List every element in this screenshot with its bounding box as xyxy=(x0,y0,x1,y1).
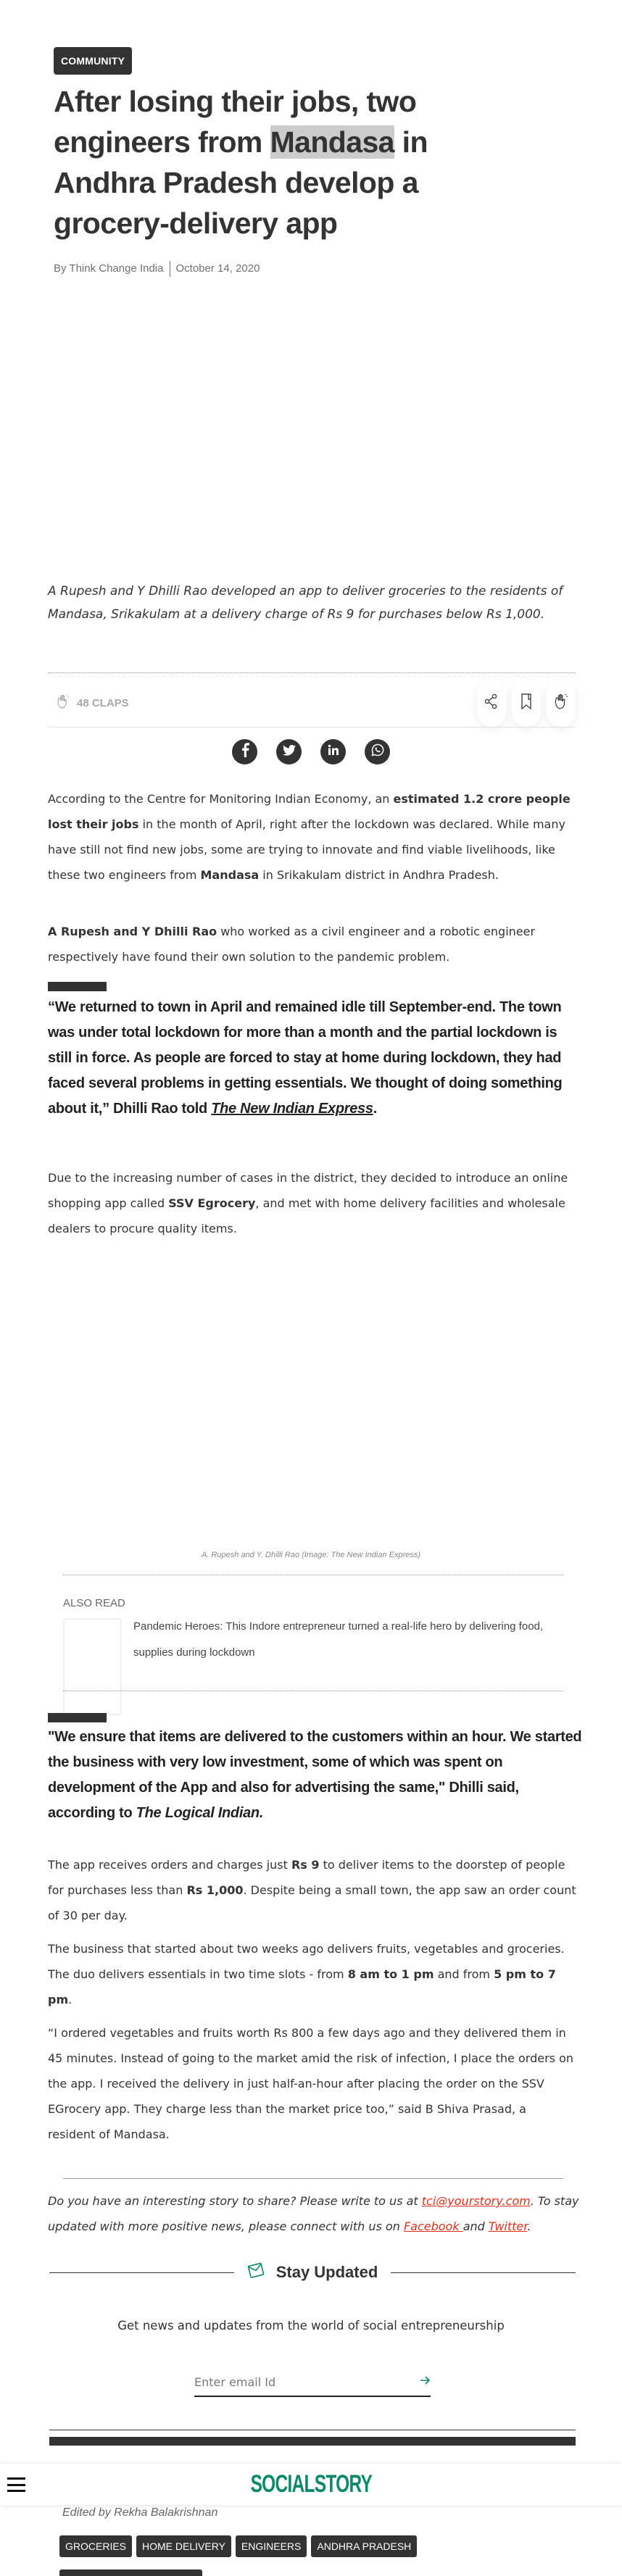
text-bold: SSV Egrocery xyxy=(168,1196,256,1210)
social-share-bar xyxy=(0,739,622,764)
text: who worked as a civil engineer and a robotic engineer respectively have found their own solution to the pandemic problem. xyxy=(48,925,536,964)
text: According to the Centre for Monitoring Indian Economy, an xyxy=(48,792,394,806)
text: . Despite being a small town, the app saw an order count of 30 per day. xyxy=(48,1883,576,1922)
pull-quote xyxy=(48,1725,584,1826)
also-read-item[interactable] xyxy=(63,1618,571,1715)
clap-icon xyxy=(554,693,568,713)
divider xyxy=(48,727,576,728)
claps-label: 48 CLAPS xyxy=(77,696,129,709)
quote-text: “We returned to town in April and remained idle till September-end. The town was under total lockdown for more than a month and the partial lockdown is still in force. As people are forced to stay at home during lockdown, they had faced several problems in getting essentials. We thought of doing something about it,” Dhilli Rao told xyxy=(48,999,563,1117)
also-read-label: ALSO READ xyxy=(63,1597,125,1609)
quote-marker xyxy=(48,1713,107,1722)
title-part: After losing their jobs, two engineers from xyxy=(54,85,417,159)
text: The business that started about two weeks ago delivers fruits, vegetables and groceries. The duo delivers essentials in two time slots - from xyxy=(48,1942,565,1981)
hamburger-icon-bar xyxy=(7,2490,25,2492)
email-input[interactable] xyxy=(194,2375,383,2389)
also-read-title[interactable]: Pandemic Heroes: This Indore entrepreneur turned a real-life hero by delivering food, supplies during lockdown xyxy=(133,1620,544,1659)
linkedin-share-button[interactable] xyxy=(320,739,346,764)
source-link[interactable]: The New Indian Express xyxy=(211,1101,373,1117)
newsletter-header xyxy=(49,2261,576,2284)
email-link[interactable]: tci@yourstory.com xyxy=(421,2194,531,2208)
text: . xyxy=(527,2219,531,2233)
text: , and met with home delivery facilities and wholesale dealers to procure quality items. xyxy=(48,1196,565,1235)
menu-button[interactable] xyxy=(7,2477,25,2492)
title-part: in Andhra Pradesh develop a grocery-delivery app xyxy=(54,125,428,240)
tag-home-delivery[interactable]: HOME DELIVERY xyxy=(136,2535,231,2557)
bookmark-icon xyxy=(521,693,532,713)
publish-date: October 14, 2020 xyxy=(175,262,260,275)
text-bold: Rs 1,000 xyxy=(186,1883,244,1897)
facebook-icon xyxy=(241,743,249,761)
hero-image xyxy=(48,290,577,565)
category-badge[interactable]: COMMUNITY xyxy=(54,47,132,75)
article-title xyxy=(54,81,503,243)
facebook-share-button[interactable] xyxy=(232,739,257,764)
newsletter-title-text: Stay Updated xyxy=(275,2263,378,2281)
sticky-header xyxy=(0,2464,622,2505)
body-paragraph xyxy=(48,919,577,970)
text: . xyxy=(68,1993,72,2006)
tag-andhra-pradesh[interactable]: ANDHRA PRADESH xyxy=(311,2535,417,2557)
divider xyxy=(63,2178,563,2179)
twitter-share-button[interactable] xyxy=(276,739,302,764)
facebook-link[interactable]: Facebook xyxy=(403,2219,463,2233)
text-bold: 8 am to 1 pm xyxy=(347,1967,434,1981)
newsletter-title xyxy=(234,2261,391,2284)
byline xyxy=(54,261,260,277)
body-paragraph xyxy=(48,1165,577,1241)
body-paragraph: “I ordered vegetables and fruits worth Rs 800 a few days ago and they delivered them in 45 minutes. Instead of going to the market amid the risk of infection, I place the orders on the app. I received the delivery in just half-an-hour after placing the order on the SSV EGrocery app. They charge less than the market price too,” said B Shiva Prasad, a resident of Mandasa. xyxy=(48,2026,573,2141)
edited-by: Edited by Rekha Balakrishnan xyxy=(62,2506,218,2519)
text: . To stay updated with more positive news, please connect with us on xyxy=(48,2194,579,2233)
body-paragraph xyxy=(48,786,577,888)
hamburger-icon-bar xyxy=(7,2477,25,2480)
clap-icon xyxy=(57,694,70,712)
text: Do you have an interesting story to share? Please write to us at xyxy=(48,2194,422,2208)
twitter-link[interactable]: Twitter xyxy=(488,2219,528,2233)
engagement-actions xyxy=(477,679,576,727)
claps-count xyxy=(48,694,129,712)
body-paragraph xyxy=(48,1852,577,1928)
divider-thick xyxy=(49,2437,576,2446)
bookmark-button[interactable] xyxy=(512,679,541,727)
text: and from xyxy=(434,1967,494,1981)
site-logo[interactable]: SOCIALSTORY xyxy=(250,2470,372,2498)
article-summary: A Rupesh and Y Dhilli Rao developed an app to deliver groceries to the residents of Mandasa, Srikakulam at a delivery charge of Rs 9 for purchases below Rs 1,000. xyxy=(48,584,563,622)
text: in Srikakulam district in Andhra Pradesh. xyxy=(259,868,499,882)
quote-source: The Logical Indian. xyxy=(136,1805,264,1821)
divider xyxy=(391,2272,576,2273)
tag-list xyxy=(59,2535,417,2557)
hamburger-icon-bar xyxy=(7,2484,25,2486)
twitter-icon xyxy=(283,745,296,759)
share-icon xyxy=(484,693,499,713)
text-bold: A Rupesh and Y Dhilli Rao xyxy=(48,925,217,938)
text: and xyxy=(463,2219,489,2233)
share-button[interactable] xyxy=(477,679,506,727)
body-paragraph xyxy=(48,1936,577,2012)
divider xyxy=(49,2272,234,2273)
whatsapp-share-button[interactable] xyxy=(365,739,390,764)
tag-partial[interactable] xyxy=(59,2569,202,2576)
engagement-bar xyxy=(48,684,576,722)
text-bold: estimated 1.2 crore people lost their jobs xyxy=(48,792,571,831)
also-read-thumbnail[interactable] xyxy=(63,1618,122,1715)
tag-groceries[interactable]: GROCERIES xyxy=(59,2535,132,2557)
text: The app receives orders and charges just xyxy=(48,1858,291,1872)
mail-icon xyxy=(247,2261,266,2284)
image-caption: A. Rupesh and Y. Dhilli Rao (Image: The New Indian Express) xyxy=(201,1551,421,1559)
text: to deliver items to the doorstep of people for purchases less than xyxy=(48,1858,565,1897)
tag-engineers[interactable]: ENGINEERS xyxy=(236,2535,307,2557)
quote-marker xyxy=(48,982,107,991)
pull-quote xyxy=(48,995,584,1122)
quote-text: "We ensure that items are delivered to the customers within an hour. We started the business with very low investment, some of which was spent on development of the App and also for advertising the same," Dhilli said, according to xyxy=(48,1729,582,1821)
article-image xyxy=(48,1246,577,1536)
text-bold: Rs 9 xyxy=(291,1858,320,1872)
submit-arrow-button[interactable] xyxy=(419,2375,431,2390)
text: Due to the increasing number of cases in the district, they decided to introduce an online shopping app called xyxy=(48,1171,568,1210)
divider xyxy=(48,672,576,673)
quote-text: . xyxy=(373,1101,377,1117)
text-bold: Mandasa xyxy=(200,868,260,882)
text: in the month of April, right after the lockdown was declared. While many have still not find new jobs, some are trying to innovate and find viable livelihoods, like these two engineers from xyxy=(48,817,565,882)
text-bold: 5 pm to 7 pm xyxy=(48,1967,556,2006)
clap-button[interactable] xyxy=(547,679,576,727)
promo-text xyxy=(48,2188,584,2239)
linkedin-icon xyxy=(328,744,339,759)
newsletter-form xyxy=(194,2368,431,2397)
title-highlight: Mandasa xyxy=(270,125,394,159)
whatsapp-icon xyxy=(371,743,384,760)
newsletter-subtitle: Get news and updates from the world of social entrepreneurship xyxy=(117,2319,505,2333)
author-link[interactable]: By Think Change India xyxy=(54,262,164,275)
